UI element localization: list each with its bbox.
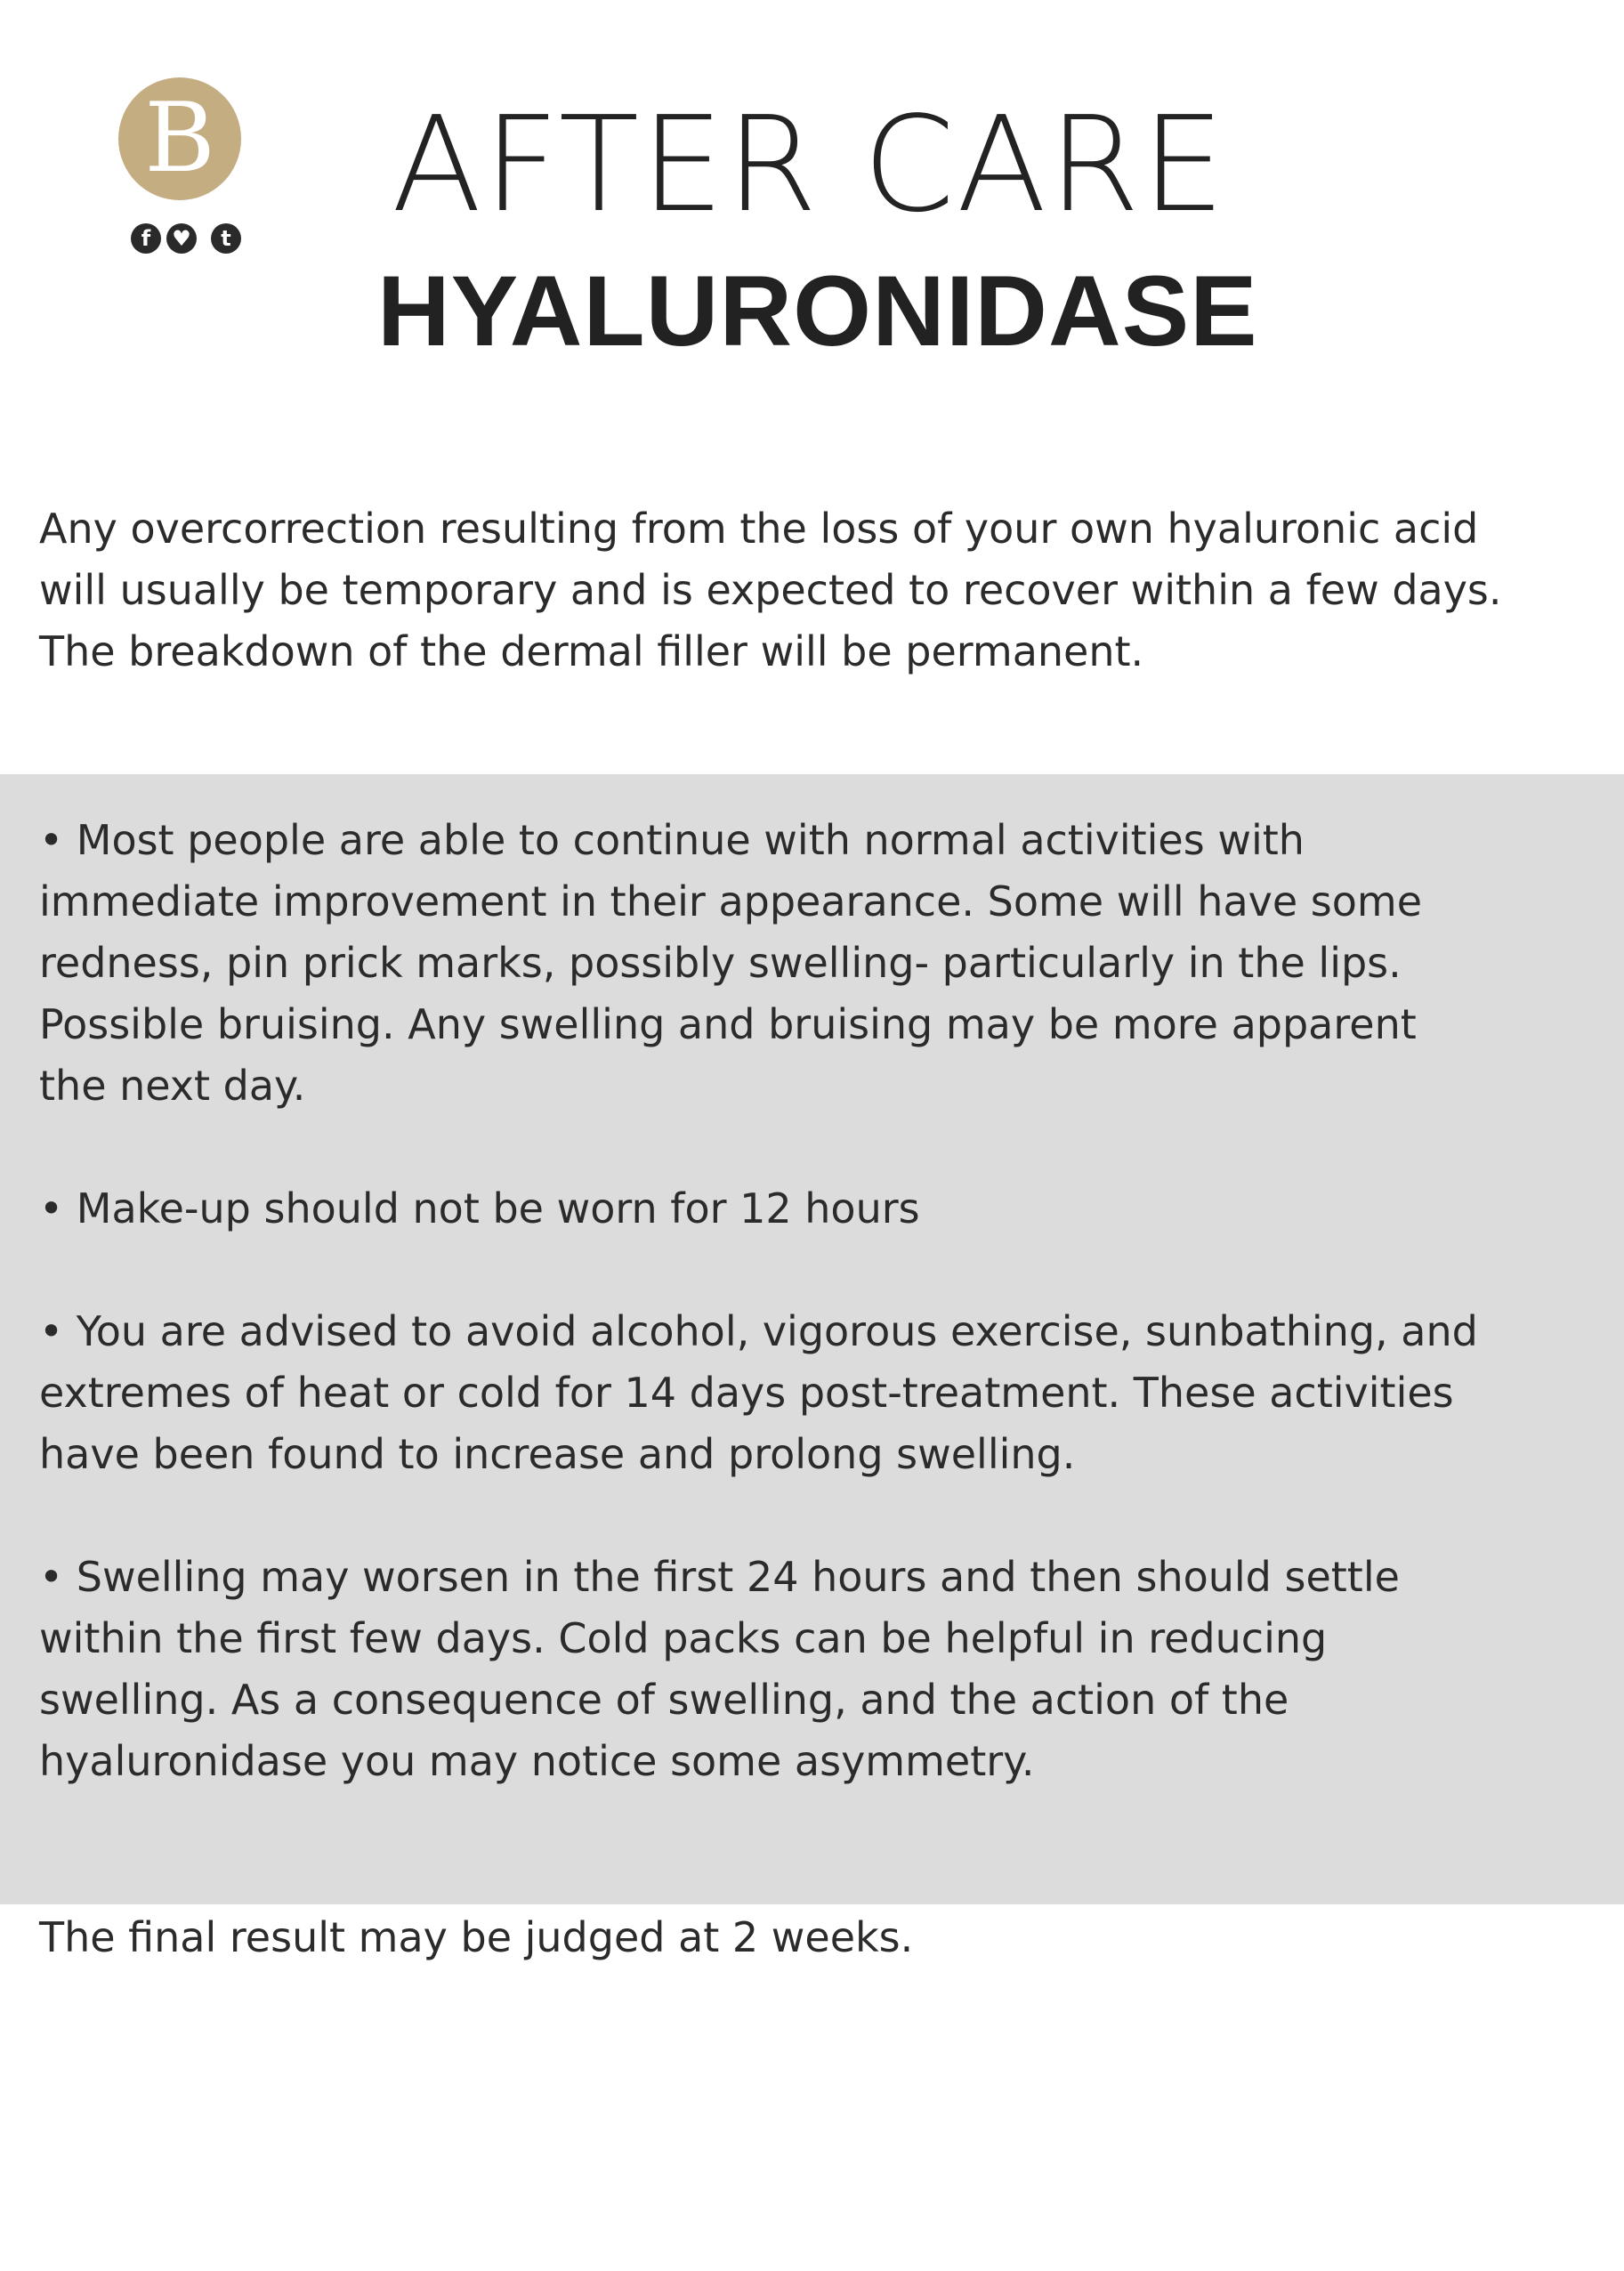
list-item: • Swelling may worsen in the first 24 hours and then should settle within the first few days. Cold packs can be helpful in reducing swelling. As a consequence of swelling, and the action of the hyaluronidase you may notice some asymmetry. xyxy=(39,1553,1400,1785)
brand-logo: B xyxy=(118,77,241,200)
twitter-icon[interactable]: ♥ xyxy=(166,223,197,254)
list-item: • Most people are able to continue with normal activities with immediate improvement in their appearance. Some will have some redness, pin prick marks, possibly swelling- particularly in the lips. Possible bruising. Any swelling and bruising may be more apparent the next day. xyxy=(39,816,1423,1110)
intro-section xyxy=(39,498,1605,683)
tumblr-icon[interactable]: t xyxy=(211,223,241,254)
aftercare-panel xyxy=(0,774,1624,1904)
list-item: • You are advised to avoid alcohol, vigorous exercise, sunbathing, and extremes of heat or cold for 14 days post-treatment. These activities have been found to increase and prolong swelling. xyxy=(39,1307,1478,1478)
aftercare-list xyxy=(39,810,1605,1854)
final-note: The final result may be judged at 2 weeks. xyxy=(39,1913,914,1961)
list-item: • Make-up should not be worn for 12 hours xyxy=(39,1184,920,1232)
intro-paragraph: Any overcorrection resulting from the loss of your own hyaluronic acid will usually be temporary and is expected to recover within a few days. The breakdown of the dermal filler will be permanent. xyxy=(39,505,1502,675)
facebook-icon[interactable]: f xyxy=(131,223,161,254)
social-links xyxy=(131,223,241,254)
page-title-hyaluronidase: HYALURONIDASE xyxy=(377,255,1258,367)
page-title-after-care: AFTER CARE xyxy=(392,88,1227,241)
